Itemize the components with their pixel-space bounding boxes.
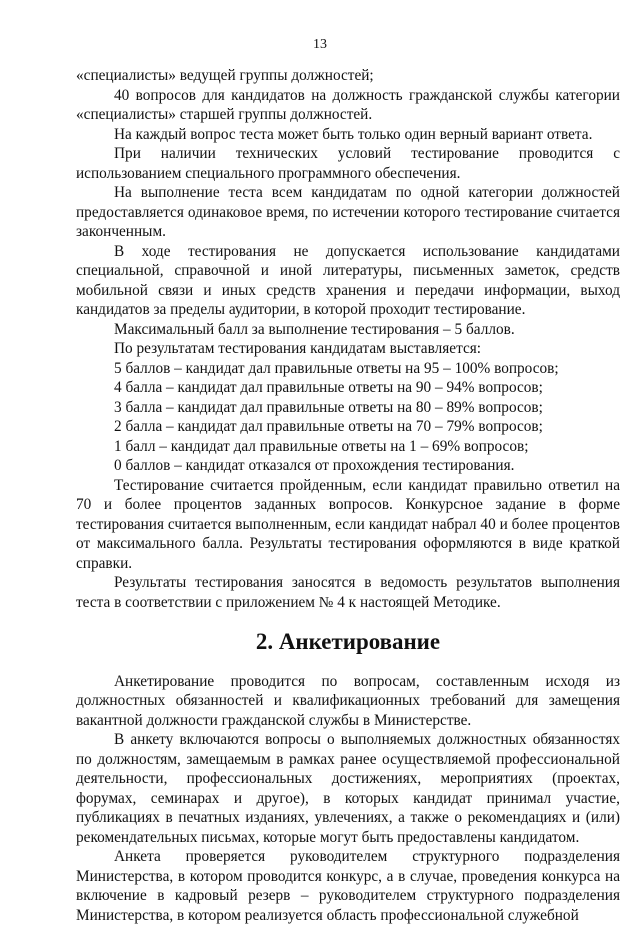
paragraph: В ходе тестирования не допускается использование кандидатами специальной, справочной и иной литературы, письменных заметок, средств мобильной связи и иных средств хранения и передачи информации, выход кандидатов за пределы аудитории, в которой проходит тестирование.: [76, 242, 620, 318]
paragraph: На каждый вопрос теста может быть только один верный вариант ответа.: [114, 125, 593, 143]
paragraph: Результаты тестирования заносятся в ведомость результатов выполнения теста в соответствии с приложением № 4 к настоящей Методике.: [76, 574, 620, 611]
paragraph: Тестирование считается пройденным, если кандидат правильно ответил на 70 и более процентов заданных вопросов. Конкурсное задание в форме тестирования считается выполненным, если кандидат набрал 40 и более процентов от максимального балла. Результаты тестирования оформляются в виде краткой справки.: [76, 476, 620, 572]
document-body: [76, 66, 620, 925]
score-list-item: 2 балла – кандидат дал правильные ответы на 70 – 79% вопросов;: [114, 418, 543, 435]
paragraph: При наличии технических условий тестирование проводится с использованием специального программного обеспечения.: [76, 145, 620, 182]
paragraph: 40 вопросов для кандидатов на должность гражданской службы категории «специалисты» старшей группы должностей.: [76, 86, 620, 123]
score-list-item: 5 баллов – кандидат дал правильные ответы на 95 – 100% вопросов;: [114, 359, 559, 377]
paragraph: «специалисты» ведущей группы должностей;: [76, 67, 374, 84]
paragraph: В анкету включаются вопросы о выполняемых должностных обязанностях по должностям, замещаемым в рамках ранее осуществляемой профессиональной деятельности, профессиональных достижениях, мероприятиях (проектах, форумах, семинарах и другое), в которых кандидат принимал участие, публикациях в печатных изданиях, увлечениях, а также о рекомендациях и (или) рекомендательных письмах, которые могут быть предоставлены кандидатом.: [76, 731, 620, 846]
score-list-item: 1 балл – кандидат дал правильные ответы на 1 – 69% вопросов;: [114, 437, 529, 455]
paragraph: По результатам тестирования кандидатам выставляется:: [114, 340, 482, 357]
paragraph: На выполнение теста всем кандидатам по одной категории должностей предоставляется одинаковое время, по истечении которого тестирование считается законченным.: [76, 184, 620, 240]
paragraph: Анкетирование проводится по вопросам, составленным исходя из должностных обязанностей и квалификационных требований для замещения вакантной должности гражданской службы в Министерстве.: [76, 672, 620, 729]
page-number: 13: [313, 37, 327, 52]
section-heading: 2. Анкетирование: [255, 629, 441, 654]
paragraph: Максимальный балл за выполнение тестирования – 5 баллов.: [114, 320, 515, 338]
score-list-item: 3 балла – кандидат дал правильные ответы на 80 – 89% вопросов;: [114, 398, 543, 416]
score-list-item: 0 баллов – кандидат отказался от прохождения тестирования.: [114, 457, 515, 474]
paragraph: Анкета проверяется руководителем структурного подразделения Министерства, в котором проводится конкурс, а в случае, проведения конкурса на включение в кадровый резерв – руководителем структурного подразделения Министерства, в котором реализуется область профессиональной служебной: [76, 848, 620, 924]
score-list-item: 4 балла – кандидат дал правильные ответы на 90 – 94% вопросов;: [114, 379, 543, 396]
